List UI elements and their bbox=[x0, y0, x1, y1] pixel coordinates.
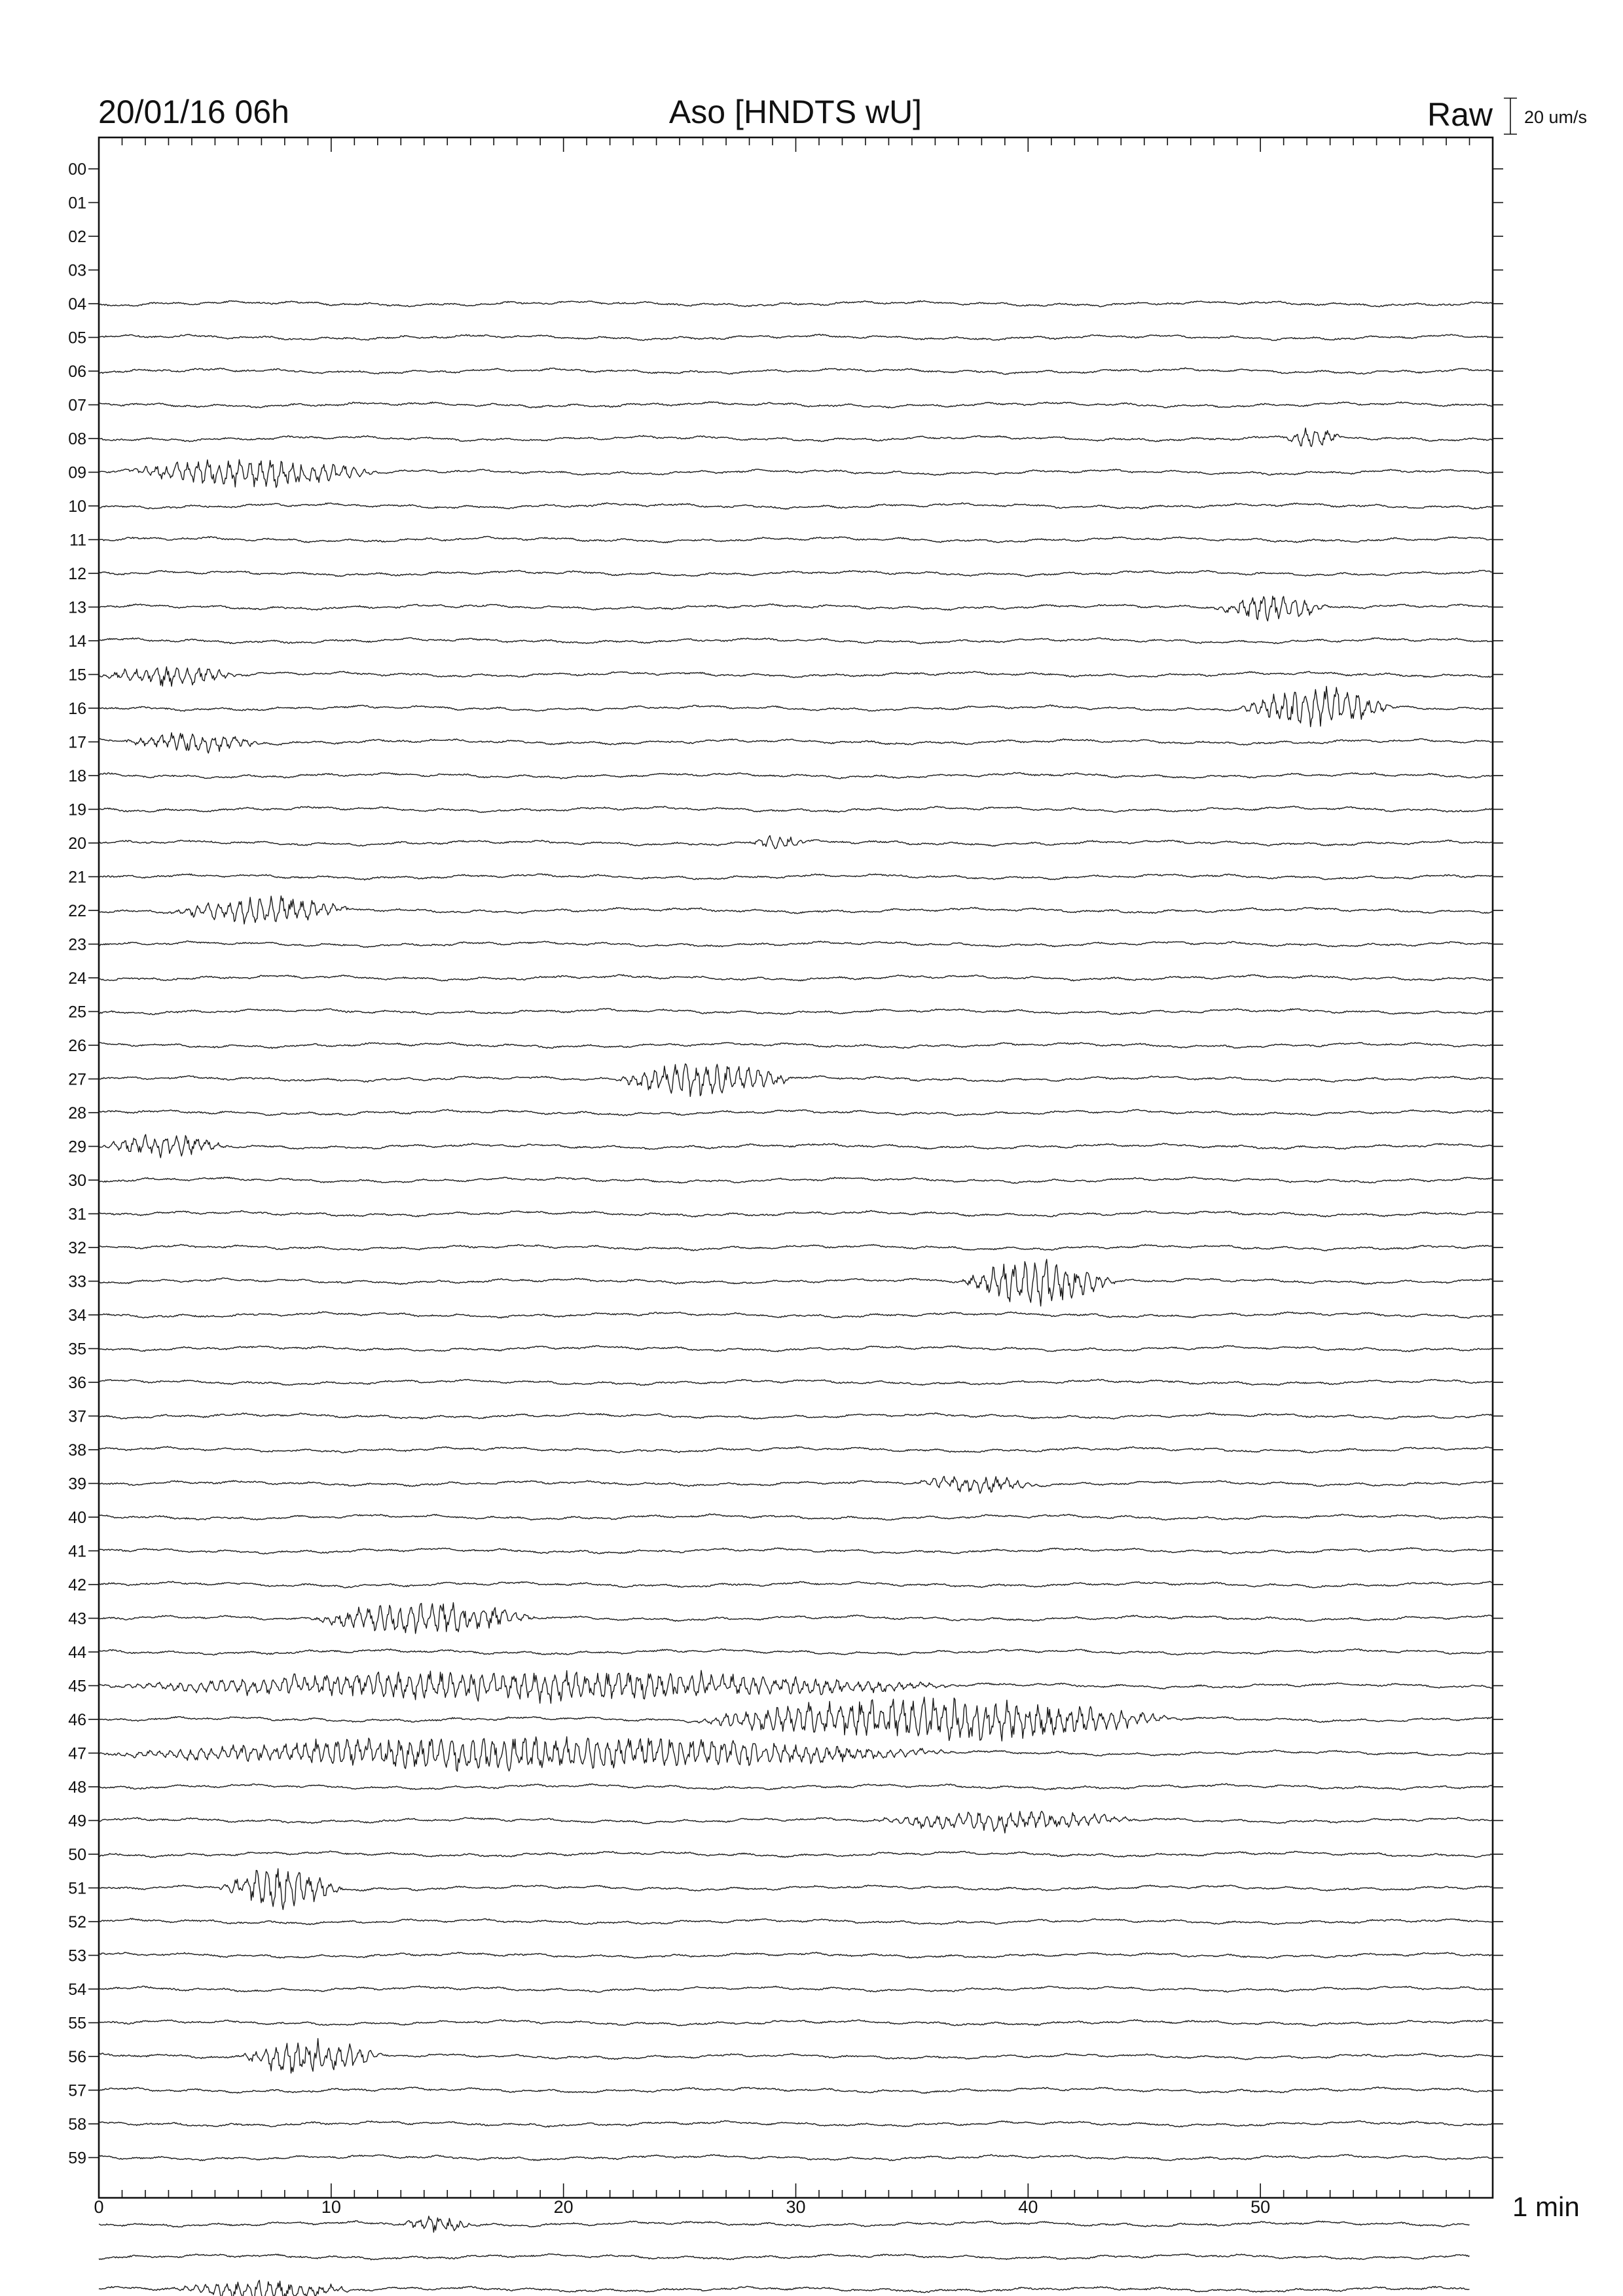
trace-row bbox=[99, 1134, 1493, 1158]
trace-overflow bbox=[99, 2280, 1470, 2296]
row-label: 13 bbox=[68, 598, 86, 617]
filter-mode-label: Raw bbox=[1427, 96, 1493, 133]
trace-row bbox=[99, 1548, 1493, 1554]
row-label: 52 bbox=[68, 1913, 86, 1931]
x-tick-labels bbox=[94, 2197, 1270, 2217]
row-label: 09 bbox=[68, 463, 86, 482]
x-tick-label: 0 bbox=[94, 2197, 104, 2217]
row-label: 45 bbox=[68, 1677, 86, 1696]
trace-row bbox=[99, 836, 1493, 849]
x-tick-label: 40 bbox=[1018, 2197, 1038, 2217]
x-unit-label: 1 min bbox=[1512, 2191, 1580, 2222]
x-tick-label: 30 bbox=[786, 2197, 806, 2217]
trace-row bbox=[99, 1177, 1493, 1183]
row-label: 44 bbox=[68, 1643, 86, 1662]
trace-row bbox=[99, 2121, 1493, 2127]
trace-row bbox=[99, 1009, 1493, 1014]
row-label: 01 bbox=[68, 194, 86, 213]
trace-row bbox=[99, 687, 1493, 727]
trace-overflow bbox=[99, 2254, 1470, 2260]
trace-row bbox=[99, 733, 1493, 753]
amplitude-scale-bar bbox=[1504, 98, 1517, 134]
row-label: 57 bbox=[68, 2081, 86, 2100]
row-label: 19 bbox=[68, 800, 86, 819]
trace-row bbox=[99, 1514, 1493, 1520]
row-label: 58 bbox=[68, 2115, 86, 2134]
row-label: 28 bbox=[68, 1104, 86, 1122]
row-label: 10 bbox=[68, 497, 86, 516]
row-label: 43 bbox=[68, 1609, 86, 1628]
trace-row bbox=[99, 2155, 1493, 2161]
row-label: 56 bbox=[68, 2048, 86, 2066]
trace-row bbox=[99, 1211, 1493, 1217]
row-label: 03 bbox=[68, 261, 86, 280]
trace-row bbox=[99, 1649, 1493, 1655]
row-label: 51 bbox=[68, 1879, 86, 1898]
row-label: 35 bbox=[68, 1340, 86, 1359]
row-label: 36 bbox=[68, 1374, 86, 1392]
x-tick-label: 20 bbox=[553, 2197, 574, 2217]
trace-row bbox=[99, 806, 1493, 813]
trace-row bbox=[99, 975, 1493, 981]
next-hour-trace-preview bbox=[99, 2216, 1470, 2296]
row-label: 46 bbox=[68, 1711, 86, 1729]
trace-row bbox=[99, 1851, 1493, 1857]
trace-row bbox=[99, 1784, 1493, 1790]
row-label: 22 bbox=[68, 902, 86, 920]
row-label: 31 bbox=[68, 1205, 86, 1224]
trace-row bbox=[99, 1109, 1493, 1116]
row-label: 18 bbox=[68, 767, 86, 785]
trace-row bbox=[99, 1952, 1493, 1959]
row-label: 12 bbox=[68, 565, 86, 583]
trace-row bbox=[99, 1603, 1493, 1634]
row-label: 04 bbox=[68, 295, 86, 314]
trace-row bbox=[99, 537, 1493, 543]
row-label: 33 bbox=[68, 1272, 86, 1291]
trace-row bbox=[99, 1259, 1493, 1306]
trace-row bbox=[99, 1446, 1493, 1453]
trace-row bbox=[99, 596, 1493, 621]
trace-row bbox=[99, 570, 1493, 577]
trace-row bbox=[99, 1413, 1493, 1420]
row-label: 17 bbox=[68, 733, 86, 752]
row-label: 23 bbox=[68, 935, 86, 954]
datetime-label: 20/01/16 06h bbox=[98, 94, 289, 130]
row-label: 40 bbox=[68, 1509, 86, 1527]
amplitude-scale-label: 20 um/s bbox=[1524, 107, 1588, 127]
trace-row bbox=[99, 874, 1493, 880]
trace-row bbox=[99, 1379, 1493, 1385]
row-label: 25 bbox=[68, 1003, 86, 1022]
row-label: 54 bbox=[68, 1981, 86, 1999]
trace-row bbox=[99, 428, 1493, 446]
row-label: 42 bbox=[68, 1576, 86, 1594]
row-label: 41 bbox=[68, 1542, 86, 1561]
row-label: 16 bbox=[68, 700, 86, 718]
trace-row bbox=[99, 1736, 1493, 1771]
row-label: 27 bbox=[68, 1070, 86, 1089]
top-axis-ticks bbox=[99, 137, 1493, 152]
trace-row bbox=[99, 2087, 1493, 2094]
row-label: 14 bbox=[68, 632, 86, 651]
trace-row bbox=[99, 300, 1493, 307]
row-label: 02 bbox=[68, 228, 86, 246]
trace-row bbox=[99, 1697, 1493, 1741]
trace-row bbox=[99, 1312, 1493, 1318]
row-label: 07 bbox=[68, 396, 86, 415]
trace-row bbox=[99, 1043, 1493, 1049]
x-tick-label: 10 bbox=[321, 2197, 341, 2217]
trace-row bbox=[99, 1670, 1493, 1703]
trace-row bbox=[99, 1064, 1493, 1096]
row-label: 26 bbox=[68, 1037, 86, 1055]
row-label: 53 bbox=[68, 1946, 86, 1965]
row-label: 24 bbox=[68, 969, 86, 988]
trace-row bbox=[99, 637, 1493, 643]
row-label: 50 bbox=[68, 1846, 86, 1864]
plot-frame bbox=[99, 137, 1493, 2198]
x-tick-label: 50 bbox=[1250, 2197, 1271, 2217]
row-label: 48 bbox=[68, 1778, 86, 1797]
trace-row bbox=[99, 2039, 1493, 2073]
trace-row bbox=[99, 368, 1493, 374]
right-row-ticks bbox=[1493, 169, 1503, 2158]
row-label: 21 bbox=[68, 868, 86, 887]
row-label: 55 bbox=[68, 2014, 86, 2033]
row-label: 05 bbox=[68, 329, 86, 348]
trace-row bbox=[99, 459, 1493, 488]
trace-overflow bbox=[99, 2216, 1470, 2233]
row-label: 06 bbox=[68, 363, 86, 381]
row-label: 39 bbox=[68, 1475, 86, 1494]
trace-row bbox=[99, 1581, 1493, 1588]
station-title: Aso [HNDTS wU] bbox=[668, 94, 922, 130]
trace-row bbox=[99, 667, 1493, 687]
row-label: 49 bbox=[68, 1812, 86, 1831]
row-label: 15 bbox=[68, 666, 86, 685]
trace-row bbox=[99, 1986, 1493, 1992]
row-label: 34 bbox=[68, 1306, 86, 1325]
row-label: 00 bbox=[68, 160, 86, 179]
row-label: 47 bbox=[68, 1744, 86, 1763]
trace-row bbox=[99, 503, 1493, 509]
trace-row bbox=[99, 1346, 1493, 1352]
row-label: 38 bbox=[68, 1441, 86, 1460]
row-label: 20 bbox=[68, 834, 86, 853]
trace-row bbox=[99, 1244, 1493, 1251]
trace-row bbox=[99, 772, 1493, 779]
trace-row bbox=[99, 941, 1493, 948]
trace-row bbox=[99, 1477, 1493, 1494]
row-label: 32 bbox=[68, 1239, 86, 1257]
trace-row bbox=[99, 1811, 1493, 1833]
trace-row bbox=[99, 402, 1493, 408]
row-label: 30 bbox=[68, 1172, 86, 1190]
seismic-traces bbox=[99, 300, 1493, 2161]
bottom-axis-ticks bbox=[99, 2183, 1493, 2198]
row-label: 11 bbox=[69, 531, 86, 550]
trace-row bbox=[99, 1918, 1493, 1925]
row-label: 37 bbox=[68, 1407, 86, 1426]
trace-row bbox=[99, 2020, 1493, 2026]
row-label: 59 bbox=[68, 2149, 86, 2168]
row-labels bbox=[68, 160, 99, 2168]
row-label: 29 bbox=[68, 1138, 86, 1157]
trace-row bbox=[99, 334, 1493, 341]
row-label: 08 bbox=[68, 430, 86, 448]
trace-row bbox=[99, 1869, 1493, 1910]
trace-row bbox=[99, 896, 1493, 924]
